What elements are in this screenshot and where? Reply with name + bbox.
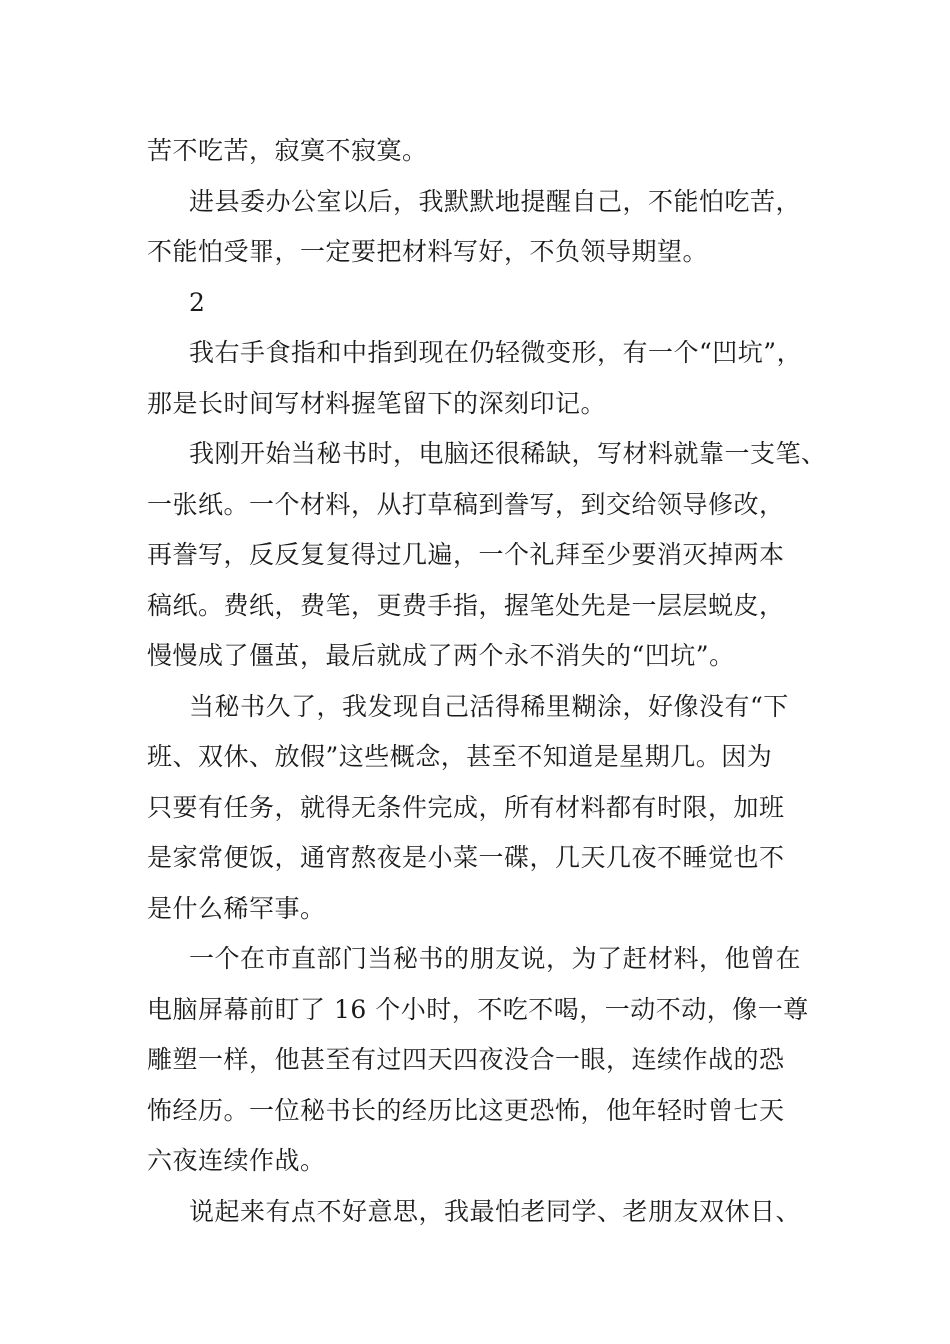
text-line: 说起来有点不好意思，我最怕老同学、老朋友双休日、 [189, 1196, 802, 1226]
section-number: 2 [189, 287, 206, 317]
text-line: 怖经历。一位秘书长的经历比这更恐怖，他年轻时曾七天 [147, 1095, 785, 1125]
text-line: 是什么稀罕事。 [147, 893, 326, 923]
text-line: 班、双休、放假”这些概念，甚至不知道是星期几。因为 [147, 742, 773, 771]
text-line: 当秘书久了，我发现自己活得稀里糊涂，好像没有“下 [189, 691, 789, 721]
text-line: 六夜连续作战。 [147, 1146, 326, 1175]
text-line: 苦不吃苦，寂寞不寂寞。 [147, 136, 428, 165]
text-line: 那是长时间写材料握笔留下的深刻印记。 [147, 388, 607, 418]
text-line: 雕塑一样，他甚至有过四天四夜没合一眼，连续作战的恐 [147, 1045, 785, 1074]
text-line: 稿纸。费纸，费笔，更费手指，握笔处先是一层层蜕皮， [147, 590, 785, 620]
text-line: 再誊写，反反复复得过几遍，一个礼拜至少要消灭掉两本 [147, 540, 785, 569]
text-line: 是家常便饭，通宵熬夜是小菜一碟，几天几夜不睡觉也不 [147, 843, 785, 872]
text-line: 只要有任务，就得无条件完成，所有材料都有时限，加班 [147, 792, 785, 822]
text-line: 我刚开始当秘书时，电脑还很稀缺，写材料就靠一支笔、 [189, 439, 827, 468]
text-line: 不能怕受罪，一定要把材料写好，不负领导期望。 [147, 237, 709, 266]
text-line: 电脑屏幕前盯了 16 个小时，不吃不喝，一动不动，像一尊 [147, 994, 809, 1024]
text-line: 一张纸。一个材料，从打草稿到誊写，到交给领导修改， [147, 489, 785, 519]
document-body [147, 126, 827, 1237]
text-line: 进县委办公室以后，我默默地提醒自己，不能怕吃苦， [189, 186, 802, 216]
text-line: 我右手食指和中指到现在仍轻微变形，有一个“凹坑”， [189, 338, 803, 367]
text-line: 一个在市直部门当秘书的朋友说，为了赶材料，他曾在 [189, 944, 802, 973]
text-line: 慢慢成了僵茧，最后就成了两个永不消失的“凹坑”。 [147, 641, 735, 670]
